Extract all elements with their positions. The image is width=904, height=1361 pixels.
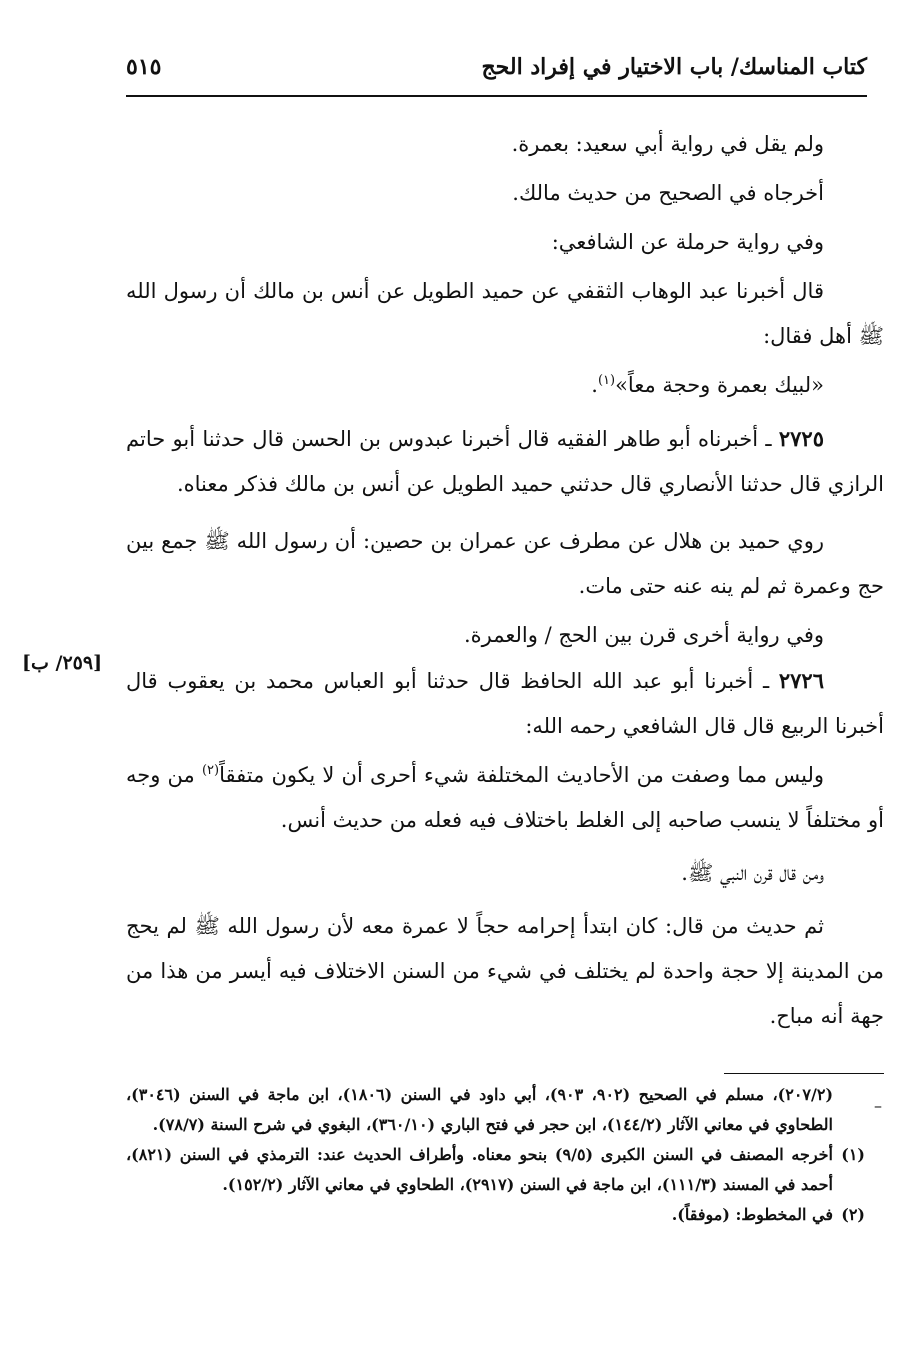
quote-text: «لبيك بعمرة وحجة معاً» (615, 373, 824, 397)
page-number: ٥١٥ (126, 54, 162, 80)
footnote-label: (١) (841, 1145, 865, 1164)
paragraph-11: ومن قال قرن النبي ﷺ. (681, 861, 824, 885)
running-title: كتاب المناسك/ باب الاختيار في إفراد الحج (481, 54, 867, 80)
footnote-ref-1[interactable]: (١) (597, 373, 616, 388)
footnotes (126, 1080, 865, 1230)
footnote-text: (٢٠٧/٢)، مسلم في الصحيح (٩٠٢، ٩٠٣)، أبي داود في السنن (١٨٠٦)، ابن ماجة في السنن (٣٠٤٦)، الطحاوي في معاني الآثار (١٤٤/٢)، ابن حجر في فتح الباري (٣٦٠/١٠)، البغوي في شرح السنة (٧٨/٧). (126, 1085, 834, 1134)
paragraph-10 (126, 753, 884, 843)
footnote-continuation-dash: – (874, 1096, 882, 1115)
paragraph-5 (126, 363, 884, 408)
hadith-number: ٢٧٢٥ (778, 426, 824, 451)
footnote-text: أخرجه المصنف في السنن الكبرى (٩/٥) بنحو معناه. وأطراف الحديث عند: الترمذي في السنن (٨٢١)، أحمد في المسند (١١١/٣)، ابن ماجة في السنن (٢٩١٧)، الطحاوي في معاني الآثار (١٥٢/٢). (126, 1145, 833, 1194)
footnote-rule (724, 1073, 884, 1074)
paragraph-12: ثم حديث من قال: كان ابتدأ إحرامه حجاً لا عمرة معه لأن رسول الله ﷺ لم يحج من المدينة إلا حجة واحدة لم يختلف في شيء من السنن الاختلاف فيه أيسر من هذا من جهة أنه مباح. (126, 914, 884, 1028)
footnote-label: (٢) (841, 1205, 865, 1224)
paragraph-8: وفي رواية أخرى قرن بين الحج / والعمرة. (463, 623, 824, 647)
header-rule (126, 95, 867, 97)
footnote-continuation (126, 1080, 865, 1140)
page-header (126, 46, 867, 94)
paragraph-3: وفي رواية حرملة عن الشافعي: (551, 230, 824, 254)
hadith-2725 (126, 416, 884, 507)
paragraph-10-a: وليس مما وصفت من الأحاديث المختلفة شيء أحرى أن لا يكون متفقاً (219, 763, 824, 787)
footnote-1 (126, 1140, 865, 1200)
manuscript-folio-marker: [٢٥٩/ ب] (22, 652, 103, 674)
footnote-ref-2[interactable]: (٢) (201, 763, 220, 778)
paragraph-10-b: من وجه أو مختلفاً لا ينسب صاحبه إلى الغلط باختلاف فيه فعله من حديث أنس. (126, 763, 884, 832)
main-text (126, 122, 884, 1039)
footnote-2 (126, 1200, 865, 1230)
paragraph-4: قال أخبرنا عبد الوهاب الثقفي عن حميد الطويل عن أنس بن مالك أن رسول الله ﷺ أهل فقال: (126, 279, 884, 348)
footnote-text: في المخطوط: (موفقاً). (671, 1205, 833, 1224)
paragraph-2: أخرجاه في الصحيح من حديث مالك. (512, 181, 824, 205)
paragraph-7: روي حميد بن هلال عن مطرف عن عمران بن حصين: أن رسول الله ﷺ جمع بين حج وعمرة ثم لم ينه عنه حتى مات. (126, 529, 884, 598)
hadith-number: ٢٧٢٦ (778, 668, 824, 693)
hadith-text: ـ أخبرناه أبو طاهر الفقيه قال أخبرنا عبدوس بن الحسن قال حدثنا أبو حاتم الرازي قال حدثنا الأنصاري قال حدثني حميد الطويل عن أنس بن مالك فذكر معناه. (126, 427, 884, 496)
hadith-2726 (126, 658, 884, 749)
quote-end: . (591, 373, 598, 397)
hadith-text: ـ أخبرنا أبو عبد الله الحافظ قال حدثنا أبو العباس محمد بن يعقوب قال أخبرنا الربيع قال قال الشافعي رحمه الله: (126, 669, 884, 738)
paragraph-1: ولم يقل في رواية أبي سعيد: بعمرة. (511, 132, 824, 156)
